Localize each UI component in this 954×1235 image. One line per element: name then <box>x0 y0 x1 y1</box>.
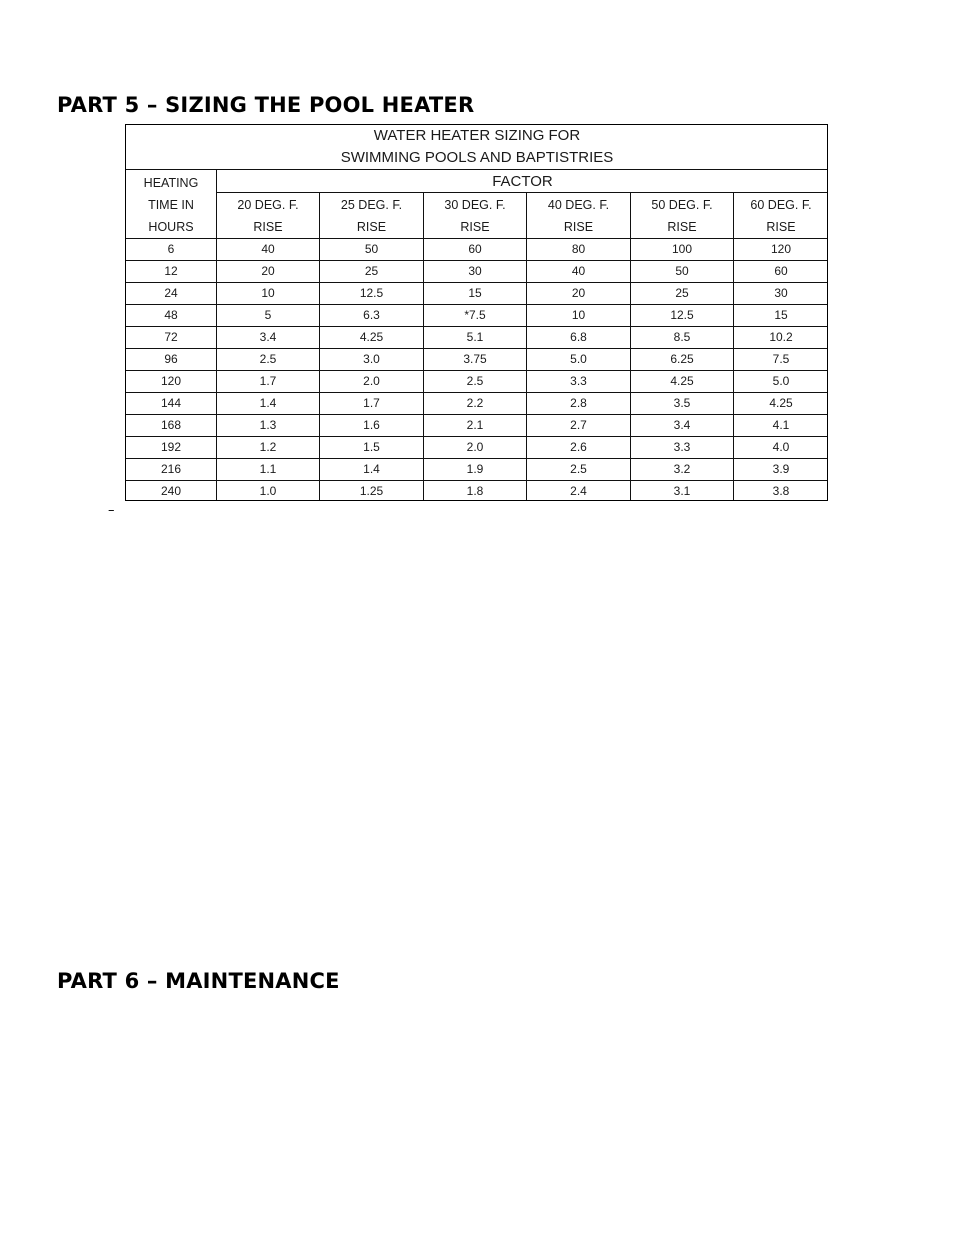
factor-cell: 30 <box>734 283 829 305</box>
factor-cell: 3.3 <box>527 371 631 393</box>
factor-cell: 60 <box>424 239 527 261</box>
factor-cell: 10 <box>527 305 631 327</box>
table-row <box>126 459 829 481</box>
factor-cell: 2.2 <box>424 393 527 415</box>
factor-cell: 7.5 <box>734 349 829 371</box>
factor-cell: 4.25 <box>734 393 829 415</box>
factor-cell: 80 <box>527 239 631 261</box>
factor-cell: 3.0 <box>320 349 424 371</box>
factor-cell: 3.2 <box>631 459 734 481</box>
dash-mark: – <box>108 503 115 518</box>
column-header-deg: 60 DEG. F. <box>750 197 812 212</box>
factor-cell: 2.4 <box>527 481 631 502</box>
factor-cell: 1.25 <box>320 481 424 502</box>
table-title-line-2: SWIMMING POOLS AND BAPTISTRIES <box>340 149 614 166</box>
table-row <box>126 415 829 437</box>
column-header <box>734 193 829 239</box>
factor-cell: 1.4 <box>320 459 424 481</box>
factor-cell: 6.8 <box>527 327 631 349</box>
section-heading-part-6: PART 6 – MAINTENANCE <box>57 969 340 993</box>
column-header-deg: 20 DEG. F. <box>237 197 299 212</box>
factor-cell: 1.5 <box>320 437 424 459</box>
table-row <box>126 393 829 415</box>
factor-cell: 1.1 <box>217 459 320 481</box>
factor-cell: 3.4 <box>217 327 320 349</box>
factor-cell: 1.9 <box>424 459 527 481</box>
factor-cell: 3.5 <box>631 393 734 415</box>
table-title <box>126 125 829 170</box>
hours-cell: 168 <box>126 415 217 437</box>
factor-cell: 2.1 <box>424 415 527 437</box>
hours-cell: 24 <box>126 283 217 305</box>
hours-cell: 240 <box>126 481 217 502</box>
factor-cell: 15 <box>424 283 527 305</box>
factor-cell: 1.7 <box>217 371 320 393</box>
column-header-rise: RISE <box>563 219 594 234</box>
hours-cell: 12 <box>126 261 217 283</box>
table-row <box>126 481 829 502</box>
heating-time-header <box>126 170 217 239</box>
factor-cell: 4.25 <box>320 327 424 349</box>
factor-cell: 20 <box>217 261 320 283</box>
column-header <box>631 193 734 239</box>
factor-cell: 8.5 <box>631 327 734 349</box>
column-header-deg: 25 DEG. F. <box>340 197 403 212</box>
factor-cell: 120 <box>734 239 829 261</box>
factor-cell: 10 <box>217 283 320 305</box>
factor-cell: 25 <box>631 283 734 305</box>
factor-cell: *7.5 <box>424 305 527 327</box>
water-heater-sizing-table <box>125 124 828 501</box>
factor-cell: 2.7 <box>527 415 631 437</box>
factor-cell: 5.1 <box>424 327 527 349</box>
column-header-rise: RISE <box>253 219 283 234</box>
hours-cell: 120 <box>126 371 217 393</box>
column-header-rise: RISE <box>460 219 490 234</box>
factor-cell: 4.25 <box>631 371 734 393</box>
column-header-row <box>126 193 829 239</box>
hours-cell: 6 <box>126 239 217 261</box>
table-row <box>126 239 829 261</box>
factor-cell: 20 <box>527 283 631 305</box>
factor-header: FACTOR <box>217 170 829 193</box>
hours-cell: 192 <box>126 437 217 459</box>
factor-cell: 2.6 <box>527 437 631 459</box>
column-header-deg: 40 DEG. F. <box>547 197 610 212</box>
column-header <box>424 193 527 239</box>
column-header-deg: 50 DEG. F. <box>651 197 713 212</box>
factor-cell: 2.5 <box>424 371 527 393</box>
table-row <box>126 349 829 371</box>
factor-cell: 2.8 <box>527 393 631 415</box>
factor-cell: 12.5 <box>631 305 734 327</box>
factor-cell: 3.9 <box>734 459 829 481</box>
factor-cell: 1.2 <box>217 437 320 459</box>
factor-cell: 50 <box>320 239 424 261</box>
factor-cell: 3.75 <box>424 349 527 371</box>
section-heading-part-5: PART 5 – SIZING THE POOL HEATER <box>57 93 475 117</box>
table-row <box>126 437 829 459</box>
sizing-table-image <box>125 124 828 501</box>
factor-cell: 3.8 <box>734 481 829 502</box>
heating-time-label-line-1: HEATING <box>143 176 199 190</box>
factor-cell: 10.2 <box>734 327 829 349</box>
factor-cell: 30 <box>424 261 527 283</box>
factor-cell: 3.1 <box>631 481 734 502</box>
table-row <box>126 305 829 327</box>
column-header-rise: RISE <box>356 219 387 234</box>
table-row <box>126 261 829 283</box>
factor-cell: 3.3 <box>631 437 734 459</box>
factor-cell: 15 <box>734 305 829 327</box>
factor-cell: 5 <box>217 305 320 327</box>
factor-cell: 3.4 <box>631 415 734 437</box>
column-header <box>320 193 424 239</box>
factor-cell: 2.5 <box>527 459 631 481</box>
column-header-deg: 30 DEG. F. <box>444 197 506 212</box>
factor-cell: 4.1 <box>734 415 829 437</box>
table-row <box>126 327 829 349</box>
factor-cell: 6.25 <box>631 349 734 371</box>
hours-cell: 216 <box>126 459 217 481</box>
heating-time-label-line-2: TIME IN <box>148 198 194 212</box>
factor-cell: 100 <box>631 239 734 261</box>
factor-cell: 6.3 <box>320 305 424 327</box>
factor-cell: 1.0 <box>217 481 320 502</box>
hours-cell: 96 <box>126 349 217 371</box>
factor-cell: 1.4 <box>217 393 320 415</box>
heating-time-label-line-3: HOURS <box>148 220 194 234</box>
factor-cell: 1.6 <box>320 415 424 437</box>
factor-cell: 2.0 <box>424 437 527 459</box>
factor-cell: 12.5 <box>320 283 424 305</box>
hours-cell: 144 <box>126 393 217 415</box>
hours-cell: 48 <box>126 305 217 327</box>
factor-cell: 1.7 <box>320 393 424 415</box>
column-header <box>527 193 631 239</box>
factor-cell: 1.3 <box>217 415 320 437</box>
factor-cell: 2.5 <box>217 349 320 371</box>
factor-cell: 5.0 <box>734 371 829 393</box>
factor-cell: 25 <box>320 261 424 283</box>
factor-cell: 1.8 <box>424 481 527 502</box>
hours-cell: 72 <box>126 327 217 349</box>
factor-cell: 5.0 <box>527 349 631 371</box>
column-header-rise: RISE <box>766 219 796 234</box>
column-header-rise: RISE <box>667 219 697 234</box>
factor-cell: 60 <box>734 261 829 283</box>
factor-cell: 40 <box>527 261 631 283</box>
factor-cell: 40 <box>217 239 320 261</box>
column-header <box>217 193 320 239</box>
factor-cell: 4.0 <box>734 437 829 459</box>
factor-cell: 50 <box>631 261 734 283</box>
table-row <box>126 283 829 305</box>
table-row <box>126 371 829 393</box>
table-title-line-1: WATER HEATER SIZING FOR <box>373 127 581 144</box>
factor-cell: 2.0 <box>320 371 424 393</box>
